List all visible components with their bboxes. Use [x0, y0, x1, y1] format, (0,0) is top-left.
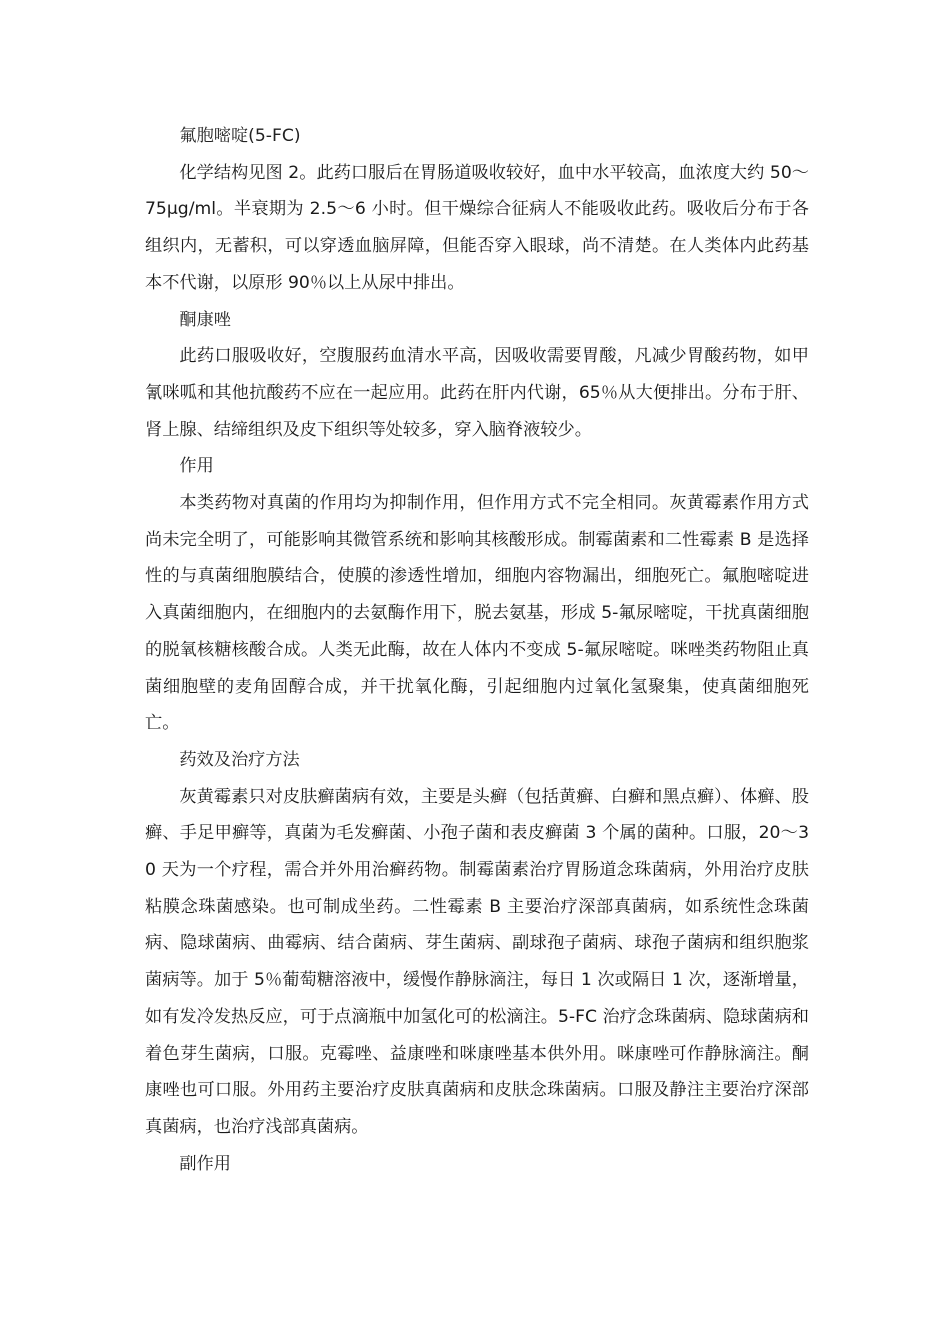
section-heading-ketoconazole: 酮康唑	[179, 309, 231, 330]
section-heading-action: 作用	[179, 456, 214, 477]
section-heading-flucytosine: 氟胞嘧啶(5-FC)	[179, 126, 301, 146]
section-body-flucytosine: 化学结构见图 2。此药口服后在胃肠道吸收较好，血中水平较高，血浓度大约 50～75μg/ml。半衰期为 2.5～6 小时。但干燥综合征病人不能吸收此药。吸收后分布于各组织内，无蓄积，可以穿透血脑屏障，但能否穿入眼球，尚不清楚。在人类体内此药基本不代谢，以原形 90％以上从尿中排出。	[145, 162, 809, 293]
section-heading-efficacy-treatment: 药效及治疗方法	[179, 749, 300, 770]
section-body-action: 本类药物对真菌的作用均为抑制作用，但作用方式不完全相同。灰黄霉素作用方式尚未完全明了，可能影响其微管系统和影响其核酸形成。制霉菌素和二性霉素 B 是选择性的与真菌细胞膜结合，使膜的渗透性增加，细胞内容物漏出，细胞死亡。氟胞嘧啶进入真菌细胞内，在细胞内的去氨酶作用下，脱去氨基，形成 5-氟尿嘧啶，干扰真菌细胞的脱氧核糖核酸合成。人类无此酶，故在人体内不变成 5-氟尿嘧啶。咪唑类药物阻止真菌细胞壁的麦角固醇合成，并干扰氧化酶，引起细胞内过氧化氢聚集，使真菌细胞死亡。	[145, 493, 809, 734]
section-body-ketoconazole: 此药口服吸收好，空腹服药血清水平高，因吸收需要胃酸，凡减少胃酸药物，如甲氰咪呱和其他抗酸药不应在一起应用。此药在肝内代谢，65％从大便排出。分布于肝、肾上腺、结缔组织及皮下组织等处较多，穿入脑脊液较少。	[145, 346, 809, 440]
section-body-efficacy-treatment: 灰黄霉素只对皮肤癣菌病有效，主要是头癣（包括黄癣、白癣和黑点癣）、体癣、股癣、手足甲癣等，真菌为毛发癣菌、小孢子菌和表皮癣菌 3 个属的菌种。口服，20～30 天为一个疗程，需合并外用治癣药物。制霉菌素治疗胃肠道念珠菌病，外用治疗皮肤粘膜念珠菌感染。也可制成坐药。二性霉素 B 主要治疗深部真菌病，如系统性念珠菌病、隐球菌病、曲霉病、结合菌病、芽生菌病、副球孢子菌病、球孢子菌病和组织胞浆菌病等。加于 5％葡萄糖溶液中，缓慢作静脉滴注，每日 1 次或隔日 1 次，逐渐增量，如有发冷发热反应，可于点滴瓶中加氢化可的松滴注。5-FC 治疗念珠菌病、隐球菌病和着色芽生菌病，口服。克霉唑、益康唑和咪康唑基本供外用。咪康唑可作静脉滴注。酮康唑也可口服。外用药主要治疗皮肤真菌病和皮肤念珠菌病。口服及静注主要治疗深部真菌病，也治疗浅部真菌病。	[145, 786, 809, 1137]
section-heading-side-effects: 副作用	[179, 1153, 231, 1174]
document-page	[145, 118, 809, 1182]
